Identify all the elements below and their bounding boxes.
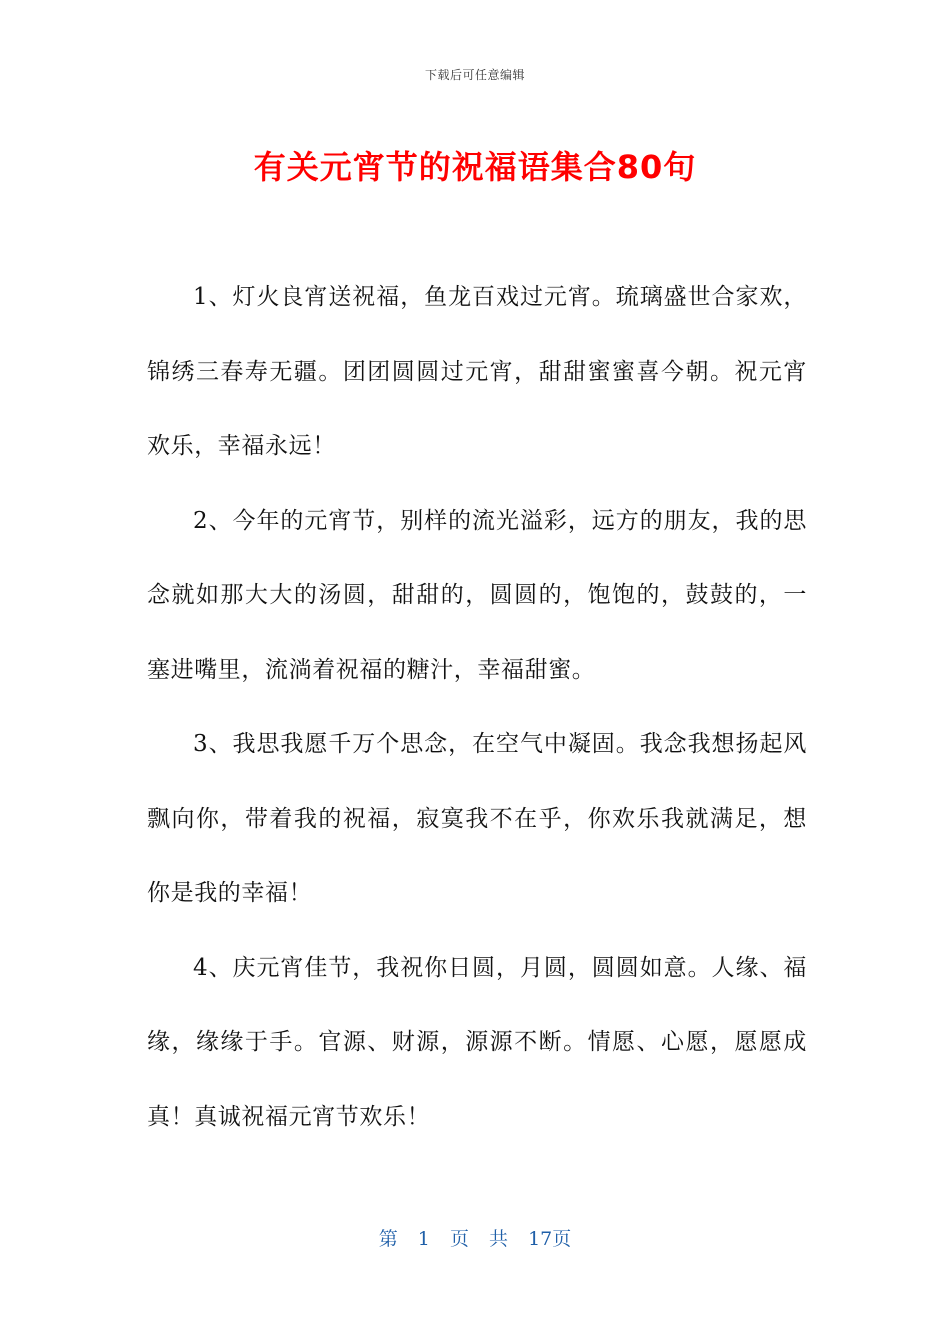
page-label-mid: 页 — [449, 1228, 469, 1250]
paragraph-4: 4、庆元宵佳节，我祝你日圆，月圆，圆圆如意。人缘、福缘，缘缘于手。官源、财源，源源不断。情愿、心愿，愿愿成真！真诚祝福元宵节欢乐！ — [147, 954, 807, 1130]
current-page-number: 1 — [417, 1228, 430, 1250]
page-label-prefix: 第 — [378, 1228, 398, 1250]
document-body — [147, 260, 807, 1154]
page-footer — [0, 1224, 950, 1251]
paragraph-3: 3、我思我愿千万个思念，在空气中凝固。我念我想扬起风飘向你，带着我的祝福，寂寞我不在乎，你欢乐我就满足，想你是我的幸福！ — [147, 731, 807, 906]
total-pages: 17页 — [528, 1228, 572, 1250]
paragraph-2: 2、今年的元宵节，别样的流光溢彩，远方的朋友，我的思念就如那大大的汤圆，甜甜的，圆圆的，饱饱的，鼓鼓的，一塞进嘴里，流淌着祝福的糖汁，幸福甜蜜。 — [147, 507, 807, 683]
header-note: 下载后可任意编辑 — [424, 68, 525, 82]
total-label-prefix: 共 — [489, 1228, 509, 1250]
paragraph-1: 1、灯火良宵送祝福，鱼龙百戏过元宵。琉璃盛世合家欢，锦绣三春寿无疆。团团圆圆过元宵，甜甜蜜蜜喜今朝。祝元宵欢乐，幸福永远！ — [147, 284, 807, 459]
page-title: 有关元宵节的祝福语集合80句 — [253, 148, 697, 186]
